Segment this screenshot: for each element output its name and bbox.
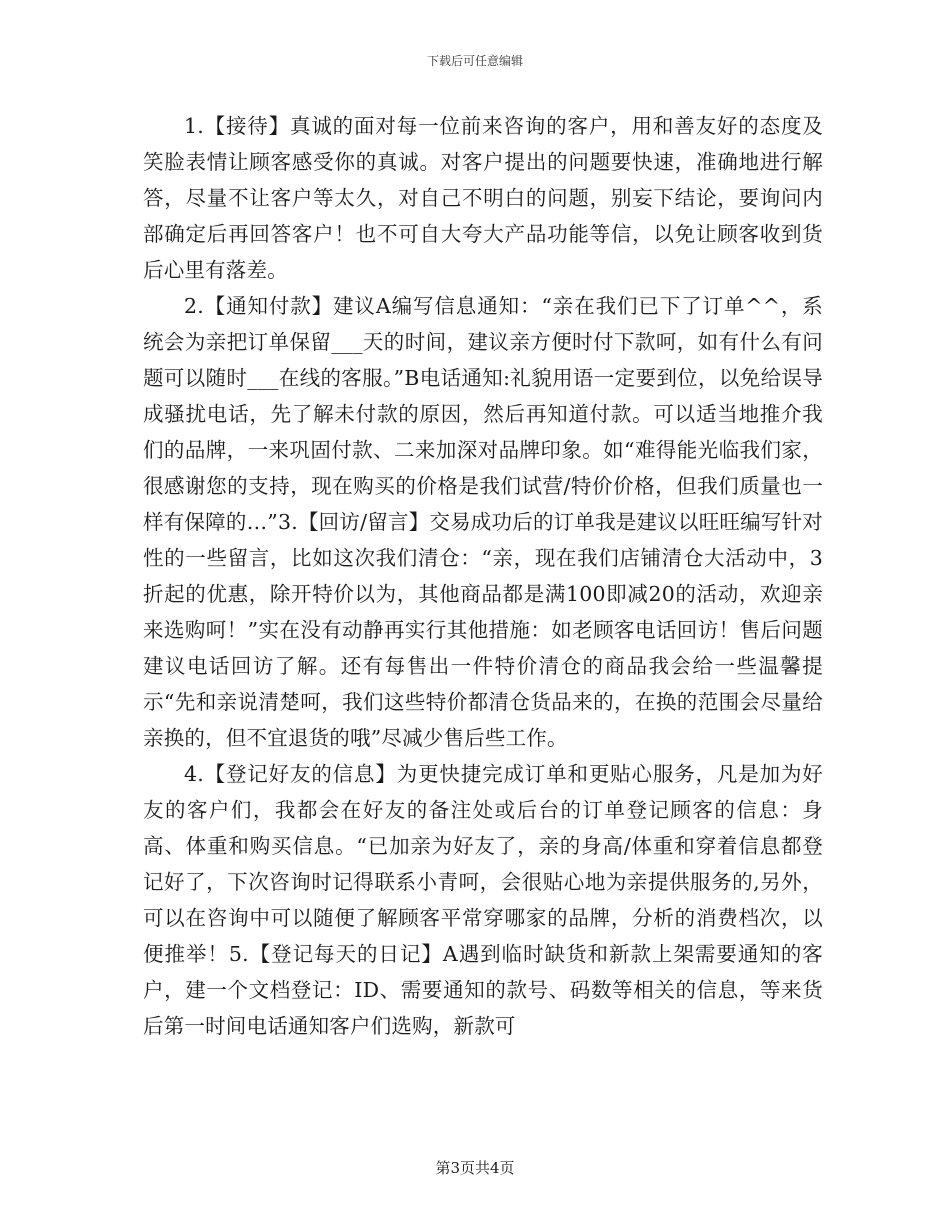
page-number: 第3页共4页: [435, 1159, 515, 1177]
paragraph-3: 4.【登记好友的信息】为更快捷完成订单和更贴心服务，凡是加为好友的客户们，我都会在好友的备注处或后台的订单登记顾客的信息：身高、体重和购买信息。“已加亲为好友了，亲的身高/体重和穿着信息都登记好了，下次咨询时记得联系小青呵，会很贴心地为亲提供服务的,另外，可以在咨询中可以随便了解顾客平常穿哪家的品牌，分析的消费档次，以便推举！5.【登记每天的日记】A遇到临时缺货和新款上架需要通知的客户，建一个文档登记：ID、需要通知的款号、码数等相关的信息，等来货后第一时间电话通知客户们选购，新款可: [143, 762, 823, 1038]
paragraph-1: 1.【接待】真诚的面对每一位前来咨询的客户，用和善友好的态度及笑脸表情让顾客感受你的真诚。对客户提出的问题要快速，准确地进行解答，尽量不让客户等太久，对自己不明白的问题，别妄下结论，要询问内部确定后再回答客户！也不可自大夸大产品功能等信，以免让顾客收到货后心里有落差。: [143, 114, 823, 282]
header-note: 下载后可任意编辑: [426, 54, 523, 68]
paragraph-2: 2.【通知付款】建议A编写信息通知：“亲在我们已下了订单^^，系统会为亲把订单保留___天的时间，建议亲方便时付下款呵，如有什么有问题可以随时___在线的客服。”B电话通知:礼貌用语一定要到位，以免给误导成骚扰电话，先了解未付款的原因，然后再知道付款。可以适当地推介我们的品牌，一来巩固付款、二来加深对品牌印象。如“难得能光临我们家，很感谢您的支持，现在购买的价格是我们试营/特价价格，但我们质量也一样有保障的…”3.【回访/留言】交易成功后的订单我是建议以旺旺编写针对性的一些留言，比如这次我们清仓：“亲，现在我们店铺清仓大活动中，3折起的优惠，除开特价以为，其他商品都是满100即减20的活动，欢迎亲来选购呵！”实在没有动静再实行其他措施：如老顾客电话回访！售后问题建议电话回访了解。还有每售出一件特价清仓的商品我会给一些温馨提示“先和亲说清楚呵，我们这些特价都清仓货品来的，在换的范围会尽量给亲换的，但不宜退货的哦”尽减少售后些工作。: [143, 294, 823, 750]
document-body: [143, 108, 823, 1044]
